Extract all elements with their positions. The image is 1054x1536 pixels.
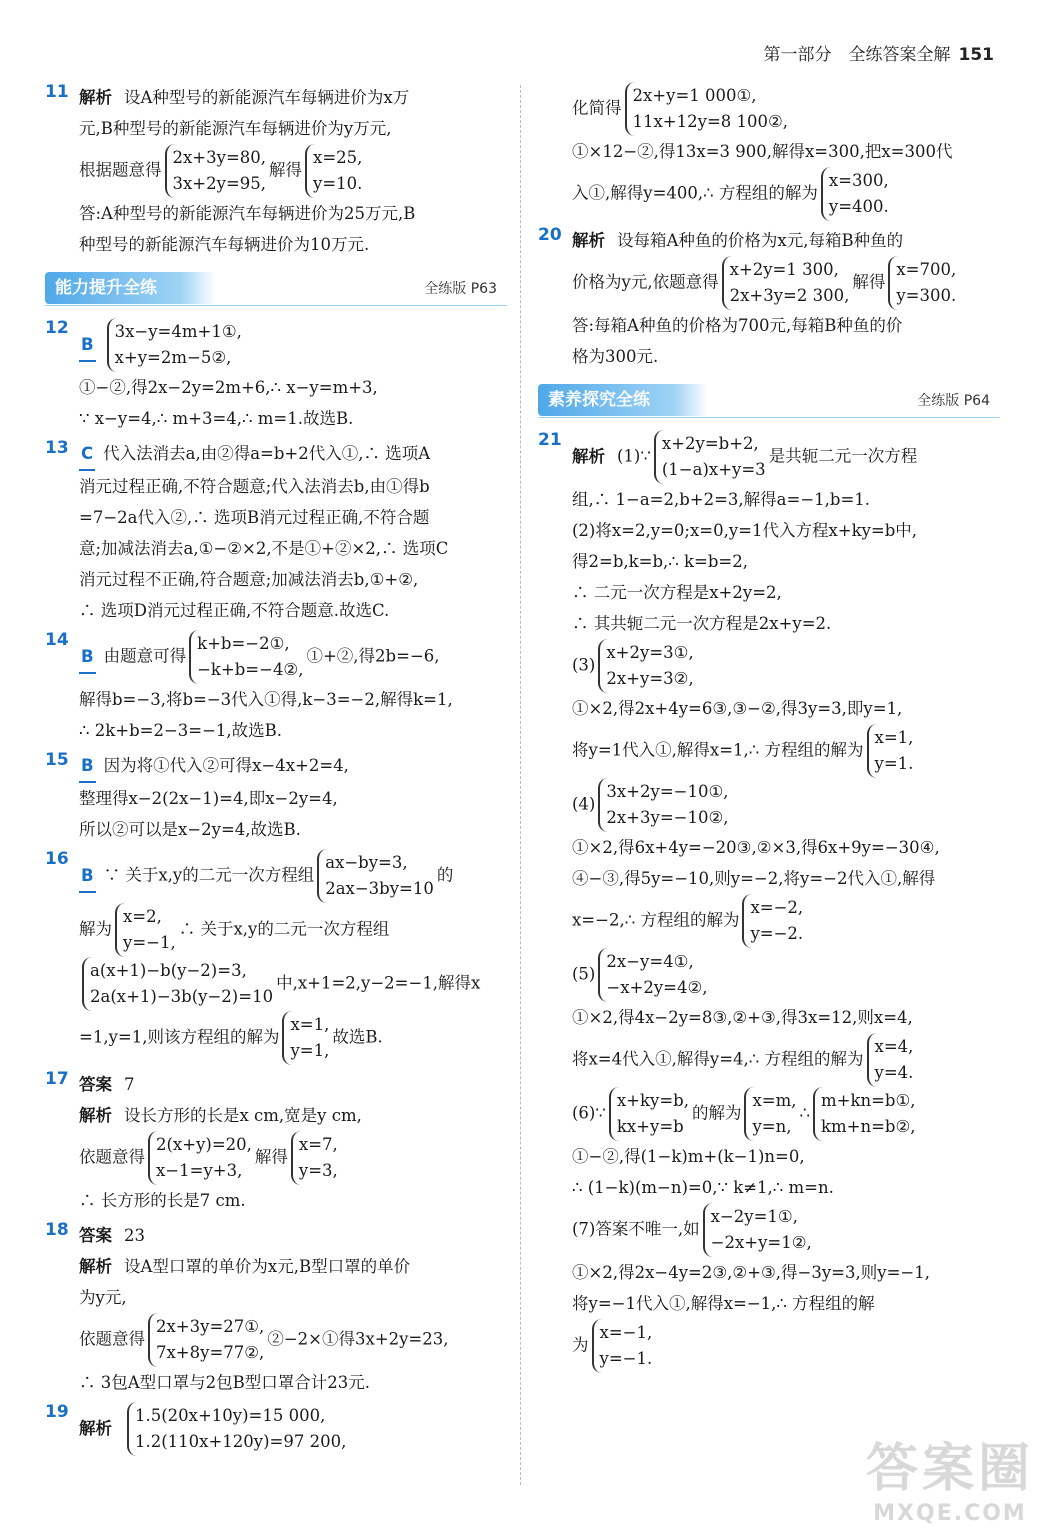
text-line: 消元过程正确,不符合题意;代入法消去b,由①得b <box>79 477 430 496</box>
equation-system: 2x−y=4①, −x+2y=4②, <box>598 948 707 1002</box>
equation-system: x+2y=b+2, (1−a)x+y=3 <box>654 430 766 484</box>
answer-badge: C <box>79 438 95 471</box>
text-line: ①−②,得(1−k)m+(k−1)n=0, <box>572 1147 805 1166</box>
text-line: ①×2,得6x+4y=−20③,②×3,得6x+9y=−30④, <box>572 838 940 857</box>
answer-value: 7 <box>124 1075 135 1094</box>
equation-system: x−2y=1①, −2x+y=1②, <box>703 1203 812 1257</box>
question-number: 11 <box>45 82 69 102</box>
column-divider <box>520 85 521 1485</box>
analysis-label: 解析 <box>79 88 112 107</box>
equation-system: x=700, y=300. <box>888 256 956 310</box>
text-line: 根据题意得 <box>79 160 162 180</box>
equation-system: x+2y=3①, 2x+y=3②, <box>598 639 693 693</box>
text-line: (6)∵ <box>572 1103 606 1123</box>
equation-system: 3x−y=4m+1①, x+y=2m−5②, <box>107 318 242 372</box>
question-19 <box>45 1402 507 1456</box>
text-line: ∵ 关于x,y的二元一次方程组 <box>103 865 315 885</box>
text-line: ①×2,得2x−4y=2③,②+③,得−3y=3,则y=−1, <box>572 1263 930 1282</box>
equation-system: x=−2, y=−2. <box>742 894 803 948</box>
text-line: 将y=−1代入①,解得x=−1,∴ 方程组的解 <box>572 1294 875 1313</box>
question-14 <box>45 630 507 746</box>
text-line: =7−2a代入②,∴ 选项B消元过程正确,不符合题 <box>79 508 430 527</box>
text-line: ∴ 关于x,y的二元一次方程组 <box>178 919 390 939</box>
banner-ref: 全练版 P64 <box>917 393 990 409</box>
section-banner-ability <box>45 270 507 306</box>
answer-label: 答案 <box>79 1226 112 1245</box>
text-line: 设每箱A种鱼的价格为x元,每箱B种鱼的 <box>617 231 904 250</box>
question-13 <box>45 438 507 626</box>
question-number: 16 <box>45 849 69 869</box>
text-line: 入①,解得y=400,∴ 方程组的解为 <box>572 183 818 203</box>
text-line: 设A种型号的新能源汽车每辆进价为x万 <box>124 88 410 107</box>
equation-system: k+b=−2①, −k+b=−4②, <box>189 630 303 684</box>
text-line: 中,x+1=2,y−2=−1,解得x <box>276 973 481 993</box>
question-16 <box>45 849 507 1065</box>
text-line: ∵ x−y=4,∴ m+3=4,∴ m=1.故选B. <box>79 409 354 428</box>
right-column <box>538 82 1000 1377</box>
answer-label: 答案 <box>79 1075 112 1094</box>
question-17 <box>45 1069 507 1216</box>
text-line: ①×12−②,得13x=3 900,解得x=300,把x=300代 <box>572 142 953 161</box>
watermark-url: MXQE.COM <box>873 1501 1027 1526</box>
question-18 <box>45 1220 507 1398</box>
text-line: ④−③,得5y=−10,则y=−2,将y=−2代入①,解得 <box>572 869 936 888</box>
text-line: 是共轭二元一次方程 <box>768 446 918 466</box>
equation-system: x=4, y=4. <box>867 1033 914 1087</box>
equation-system: x=25, y=10. <box>305 144 362 198</box>
text-line: 格为300元. <box>572 347 659 366</box>
equation-system: x+ky=b, kx+y=b <box>609 1087 689 1141</box>
text-line: =1,y=1,则该方程组的解为 <box>79 1027 280 1047</box>
equation-system: 2x+y=1 000①, 11x+12y=8 100②, <box>625 82 789 136</box>
text-line: (1)∵ <box>617 446 651 466</box>
equation-system: a(x+1)−b(y−2)=3, 2a(x+1)−3b(y−2)=10 <box>82 957 273 1011</box>
equation-system: x=−1, y=−1. <box>592 1319 653 1373</box>
equation-system: x=1, y=1, <box>282 1011 329 1065</box>
question-number: 13 <box>45 438 69 458</box>
section-banner-literacy <box>538 382 1000 418</box>
question-12 <box>45 318 507 434</box>
text-line: ∴ 二元一次方程是x+2y=2, <box>572 583 782 602</box>
text-line: 依题意得 <box>79 1329 145 1349</box>
text-line: 故选B. <box>332 1027 383 1047</box>
text-line: 所以②可以是x−2y=4,故选B. <box>79 820 301 839</box>
question-number: 15 <box>45 750 69 770</box>
text-line: 价格为y元,依题意得 <box>572 272 719 292</box>
equation-system: x=2, y=−1, <box>115 903 176 957</box>
text-line: 组,∴ 1−a=2,b+2=3,解得a=−1,b=1. <box>572 490 871 509</box>
question-number: 19 <box>45 1402 69 1422</box>
question-number: 21 <box>538 430 562 450</box>
text-line: 整理得x−2(2x−1)=4,即x−2y=4, <box>79 789 338 808</box>
text-line: ∴ <box>799 1103 810 1123</box>
text-line: (5) <box>572 964 596 984</box>
answer-badge: B <box>79 641 96 674</box>
text-line: 解得 <box>254 1147 288 1167</box>
text-line: 的 <box>436 865 454 885</box>
text-line: 设长方形的长是x cm,宽是y cm, <box>124 1106 362 1125</box>
equation-system: 2x+3y=27①, 7x+8y=77②, <box>148 1313 264 1367</box>
text-line: (3) <box>572 655 596 675</box>
question-15 <box>45 750 507 845</box>
text-line: 答:A种型号的新能源汽车每辆进价为25万元,B <box>79 204 416 223</box>
question-number: 20 <box>538 225 562 245</box>
text-line: 解得 <box>269 160 303 180</box>
equation-system: x=300, y=400. <box>821 167 889 221</box>
answer-badge: B <box>79 860 96 893</box>
text-line: ∴ 3包A型口罩与2包B型口罩合计23元. <box>79 1373 371 1392</box>
text-line: 因为将①代入②可得x−4x+2=4, <box>103 756 349 775</box>
equation-system: x=1, y=1. <box>867 724 914 778</box>
question-11 <box>45 82 507 260</box>
banner-tag: 能力提升全练 <box>45 272 215 304</box>
page-header <box>764 40 995 65</box>
text-line: 由题意可得 <box>103 646 187 666</box>
text-line: 种型号的新能源汽车每辆进价为10万元. <box>79 235 370 254</box>
text-line: ∴ 选项D消元过程正确,不符合题意.故选C. <box>79 601 390 620</box>
text-line: 设A型口罩的单价为x元,B型口罩的单价 <box>124 1257 411 1276</box>
text-line: ①×2,得2x+4y=6③,③−②,得3y=3,即y=1, <box>572 699 903 718</box>
text-line: 将y=1代入①,解得x=1,∴ 方程组的解为 <box>572 740 864 760</box>
text-line: 将x=4代入①,解得y=4,∴ 方程组的解为 <box>572 1049 864 1069</box>
equation-system: 1.5(20x+10y)=15 000, 1.2(110x+120y)=97 200, <box>127 1402 346 1456</box>
text-line: ①−②,得2x−2y=2m+6,∴ x−y=m+3, <box>79 378 378 397</box>
text-line: ∴ (1−k)(m−n)=0,∵ k≠1,∴ m=n. <box>572 1178 834 1197</box>
analysis-label: 解析 <box>79 1257 112 1276</box>
answer-value: 23 <box>124 1226 145 1245</box>
equation-system: x=m, y=n, <box>744 1087 796 1141</box>
question-number: 14 <box>45 630 69 650</box>
text-line: 为y元, <box>79 1288 127 1307</box>
text-line: (2)将x=2,y=0;x=0,y=1代入方程x+ky=b中, <box>572 521 918 540</box>
equation-system: 2(x+y)=20, x−1=y+3, <box>148 1131 252 1185</box>
text-line: 代入法消去a,由②得a=b+2代入①,∴ 选项A <box>103 444 431 463</box>
answer-badge: B <box>79 750 96 783</box>
text-line: (7)答案不唯一,如 <box>572 1219 700 1239</box>
analysis-label: 解析 <box>572 231 605 250</box>
watermark-logo <box>866 1426 1034 1526</box>
text-line: 意;加减法消去a,①−②×2,不是①+②×2,∴ 选项C <box>79 539 449 558</box>
analysis-label: 解析 <box>79 1418 112 1438</box>
text-line: (4) <box>572 794 596 814</box>
text-line: 得2=b,k=b,∴ k=b=2, <box>572 552 748 571</box>
question-20 <box>538 225 1000 372</box>
text-line: 为 <box>572 1335 589 1355</box>
text-line: 消元过程不正确,符合题意;加减法消去b,①+②, <box>79 570 419 589</box>
analysis-label: 解析 <box>79 1106 112 1125</box>
banner-ref: 全练版 P63 <box>424 281 497 297</box>
question-19-continued <box>538 82 1000 221</box>
question-number: 17 <box>45 1069 69 1089</box>
text-line: 的解为 <box>691 1103 742 1123</box>
text-line: 解为 <box>79 919 112 939</box>
text-line: ①×2,得4x−2y=8③,②+③,得3x=12,则x=4, <box>572 1008 913 1027</box>
text-line: 依题意得 <box>79 1147 145 1167</box>
watermark-text: 答案圈 <box>865 1439 1034 1499</box>
text-line: 化简得 <box>572 98 622 118</box>
header-title: 第一部分 全练答案全解 <box>763 45 951 65</box>
question-number: 18 <box>45 1220 69 1240</box>
text-line: 解得b=−3,将b=−3代入①得,k−3=−2,解得k=1, <box>79 690 453 709</box>
text-line: 元,B种型号的新能源汽车每辆进价为y万元, <box>79 119 392 138</box>
equation-system: ax−by=3, 2ax−3by=10 <box>317 849 434 903</box>
question-21 <box>538 430 1000 1373</box>
text-line: ①+②,得2b=−6, <box>306 646 440 666</box>
analysis-label: 解析 <box>572 446 605 466</box>
text-line: ∴ 长方形的长是7 cm. <box>79 1191 246 1210</box>
text-line: ∴ 2k+b=2−3=−1,故选B. <box>79 721 283 740</box>
banner-tag: 素养探究全练 <box>538 384 708 416</box>
question-number: 12 <box>45 318 69 338</box>
equation-system: 2x+3y=80, 3x+2y=95, <box>165 144 267 198</box>
text-line: 解得 <box>852 272 886 292</box>
page-number: 151 <box>958 45 994 65</box>
text-line: ②−2×①得3x+2y=23, <box>267 1329 449 1349</box>
equation-system: 3x+2y=−10①, 2x+3y=−10②, <box>598 778 728 832</box>
equation-system: x+2y=1 300, 2x+3y=2 300, <box>722 256 850 310</box>
text-line: x=−2,∴ 方程组的解为 <box>572 910 740 930</box>
text-line: ∴ 其共轭二元一次方程是2x+y=2. <box>572 614 832 633</box>
equation-system: x=7, y=3, <box>291 1131 338 1185</box>
text-line: 答:每箱A种鱼的价格为700元,每箱B种鱼的价 <box>572 316 903 335</box>
answer-badge: B <box>79 329 96 362</box>
equation-system: m+kn=b①, km+n=b②, <box>813 1087 916 1141</box>
left-column <box>45 82 507 1460</box>
